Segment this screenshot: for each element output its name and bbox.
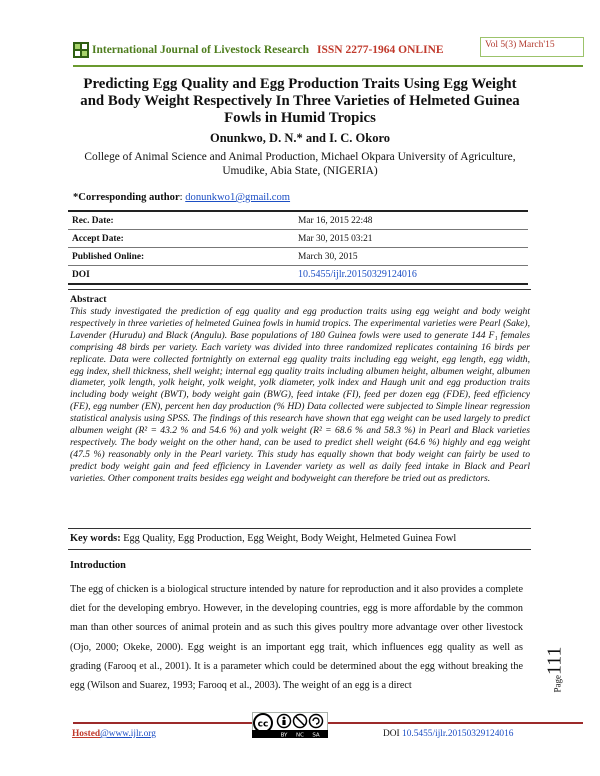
volume-badge: Vol 5(3) March'15 [480, 37, 584, 57]
doi-key: DOI [68, 266, 294, 285]
footer-doi-link[interactable]: 10.5455/ijlr.20150329124016 [402, 729, 514, 739]
date-key: Published Online: [68, 248, 294, 266]
cc-term-sa: SA [312, 732, 320, 738]
date-value: March 30, 2015 [294, 248, 528, 266]
introduction-body: The egg of chicken is a biological structure intended by nature for reproduction and it also provides a complete diet for the developing embryo. However, in the developing countries, egg is more affordable by the common man than other sources of animal protein and as such this gives poultry more advantage over other livestock (Ojo, 2000; Okeke, 2000). Egg weight is an important egg trait, which influences egg quality as well as grading (Farooq et al., 2001). It is a parameter which could be determined about the egg without breaking the egg (Wilson and Suarez, 1993; Farooq et al., 2003). The weight of an egg is a direct [70, 584, 523, 692]
table-row [68, 211, 528, 230]
table-row [68, 266, 528, 285]
abstract-divider-top [68, 289, 531, 290]
header-divider [73, 65, 583, 67]
footer-divider [73, 722, 583, 724]
issn: ISSN 2277-1964 ONLINE [317, 44, 444, 56]
keywords-text: Egg Quality, Egg Production, Egg Weight, Body Weight, Helmeted Guinea Fowl [123, 533, 457, 544]
journal-logo-icon [73, 42, 89, 58]
abstract-heading: Abstract [70, 294, 107, 305]
doi-link[interactable]: 10.5455/ijlr.20150329124016 [294, 266, 528, 285]
page-number [537, 640, 597, 700]
hosted-url-link[interactable]: @www.ijlr.org [100, 729, 156, 739]
date-value: Mar 16, 2015 22:48 [294, 211, 528, 230]
authors: Onunkwo, D. N.* and I. C. Okoro [209, 131, 391, 145]
date-key: Accept Date: [68, 230, 294, 248]
creative-commons-license-icon [252, 712, 328, 738]
corresponding-email-link[interactable]: donunkwo1@gmail.com [185, 192, 291, 203]
abstract-body: This study investigated the prediction of egg quality and egg production traits using egg weight and body weight respectively in three varieties of helmeted Guinea fowls in humid tropics. The experimental varieties were Pearl (Sake), Lavender (Hurudu) and Black (Angulu). Base populations of 180 Guinea fowls were used to generate 144 F₁ females comprising 48 birds per variety. Each variety was divided into three randomized replicates containing 16 birds per replicate. Data were collected fortnightly on external egg quality traits including egg weight, egg length, egg width, egg index, shell thickness, shell weight; internal egg quality traits including albumen height, albumen weight, albumen diameter, yolk length, yolk height, yolk weight, yolk diameter, yolk index and Haugh unit and egg production traits including body weight (BWT), body weight gain (BWG), feed intake (FI), feed per dozen egg (FDE), feed efficiency (FE), egg number (EN), percent hen day production (% HD) Data collected were subjected to Simple linear regression statistical analysis using SPSS. The findings of this research have shown that egg weight can be used largely to predict albumen weight (R² = 43.2 % and 54.6 %) and yolk weight (R² = 68.6 % and 58.3 %) in Pearl and Black varieties respectively. The body weight on the other hand, can be used to predict shell weight (64.6 %) highly and egg weight (47.5 %) reasonably only in the Pearl variety. This study has equally shown that body weight can fairly be used to predict body weight gain and feed efficiency in Lavender variety as well as daily feed intake in Black and Pearl varieties. Other component traits besides egg weight and bodyweight can therefore be tried out as predictors. [70, 306, 530, 484]
footer-doi-label: DOI [383, 729, 400, 739]
date-key: Rec. Date: [68, 211, 294, 230]
svg-text:cc: cc [257, 719, 269, 730]
article-dates-table [68, 210, 528, 285]
keywords-label: Key words: [70, 533, 121, 544]
journal-name: International Journal of Livestock Research [92, 44, 310, 56]
journal-title [92, 44, 444, 56]
corresponding-label: *Corresponding author [73, 192, 180, 203]
date-value: Mar 30, 2015 03:21 [294, 230, 528, 248]
footer-hosted [72, 729, 156, 739]
page-number-value: 111 [543, 646, 566, 676]
introduction-heading: Introduction [70, 560, 126, 571]
table-row [68, 230, 528, 248]
cc-term-nc: NC [296, 732, 304, 738]
footer-doi [383, 729, 513, 739]
table-row [68, 248, 528, 266]
page-label: Page [552, 675, 563, 693]
hosted-label: Hosted [72, 729, 101, 739]
keywords [70, 533, 456, 544]
affiliation: College of Animal Science and Animal Production, Michael Okpara University of Agriculture, Umudike, Abia State, (NIGERIA) [84, 151, 516, 177]
cc-term-by: BY [280, 732, 288, 738]
paper-title: Predicting Egg Quality and Egg Production Traits Using Egg Weight and Body Weight Respectively In Three Varieties of Helmeted Guinea Fowls in Humid Tropics [80, 76, 520, 126]
abstract-divider-bottom [68, 528, 531, 529]
corresponding-author: *Corresponding author: donunkwo1@gmail.com [73, 192, 291, 203]
keywords-divider [68, 549, 531, 550]
